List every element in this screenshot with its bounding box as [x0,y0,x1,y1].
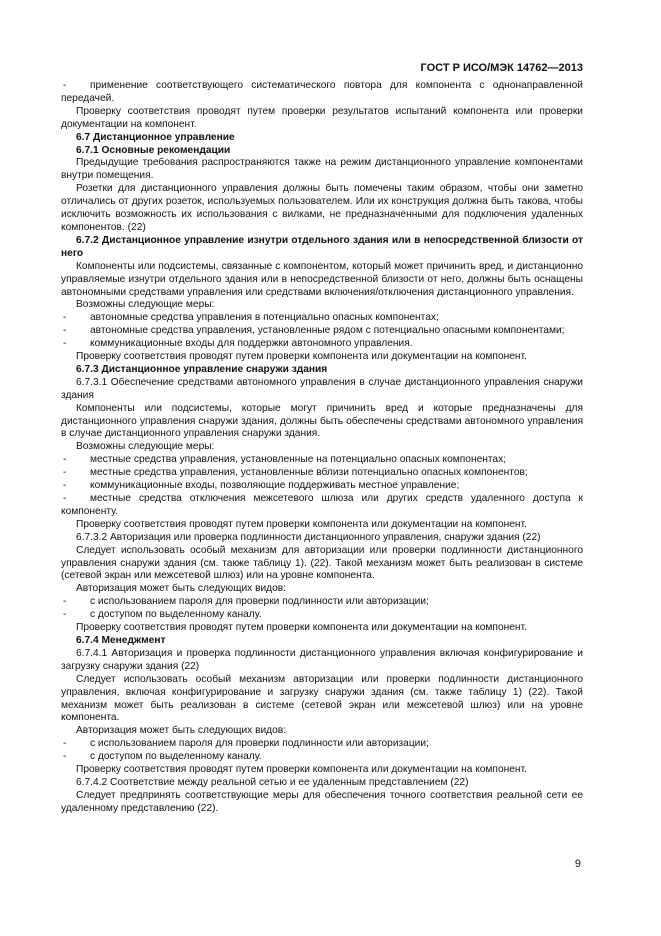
paragraph: Следует использовать особый механизм авторизации или проверки подлинности дистанционного управления, включая конфигурирование и загрузку снаружи здания (см. также таблицу 1) (22). Такой механизм может быть реализован в системе (сетевой экран или межсетевой шлюз) или на уровне компонента. [61,673,583,724]
list-item [61,609,583,622]
list-item [61,493,583,519]
paragraph: Следует использовать особый механизм для авторизации или проверки подлинности дистанционного управления снаружи здания (см. также таблицу 1). (22). Такой механизм может быть реализован в системе (сетевой экран или межсетевой шлюз) или на уровне компонента. [61,544,583,582]
list-dash: - [63,467,67,479]
list-item [61,325,583,338]
subsection-heading: 6.7.3 Дистанционное управление снаружи здания [76,363,328,375]
subsection-heading: 6.7.1 Основные рекомендации [76,144,231,156]
list-item [61,80,583,106]
paragraph: 6.7.3.2 Авторизация или проверка подлинности дистанционного управления, снаружи здания (22) [76,531,541,543]
list-item-text: применение соответствующего систематического повтора для компонента с однонаправленной передачей. [61,80,583,104]
list-item-text: с доступом по выделенному каналу. [90,751,262,763]
paragraph: Проверку соответствия проводят путем проверки компонента или документации на компонент. [76,622,527,634]
list-item-text: местные средства управления, установленные на потенциально опасных компонентах; [90,454,507,466]
list-item-text: автономные средства управления в потенциально опасных компонентах; [90,312,439,324]
paragraph: Предыдущие требования распространяются также на режим дистанционного управление компонентами внутри помещения. [61,157,583,182]
list-dash: - [63,596,67,608]
paragraph: Возможны следующие меры: [76,441,215,453]
list-item-text: автономные средства управления, установленные рядом с потенциально опасными компонентами; [90,325,565,337]
subsection-heading: 6.7.4 Менеджмент [76,634,166,646]
list-item [61,312,583,325]
paragraph: Авторизация может быть следующих видов: [76,725,287,737]
list-item [61,467,583,480]
list-dash: - [63,493,67,504]
paragraph: Розетки для дистанционного управления должны быть помечены таким образом, чтобы они заметно отличались от других розеток, используемых пользователем. Или их конструкция должна быть такова, чтобы исключить возможность их использования с вилками, не предназначенными для подключения удаленных компонентов. (22) [61,183,583,233]
list-dash: - [63,325,67,337]
list-item [61,738,583,751]
subsection-heading: 6.7.2 Дистанционное управление изнутри отдельного здания или в непосредственной близости от него [61,234,583,259]
list-dash: - [63,738,67,750]
list-dash: - [63,480,67,492]
list-item-text: с доступом по выделенному каналу. [90,609,262,621]
document-header: ГОСТ Р ИСО/МЭК 14762—2013 [420,62,583,74]
paragraph: Следует предпринять соответствующие меры для обеспечения точного соответствия реальной сети ее удаленному представлению (22). [61,789,583,814]
paragraph: 6.7.3.1 Обеспечение средствами автономного управления в случае дистанционного управления снаружи здания [61,376,583,401]
paragraph: Проверку соответствия проводят путем проверки компонента или документации на компонент. [76,764,527,776]
list-item-text: коммуникационные входы, позволяющие поддерживать местное управление; [90,480,460,492]
list-dash: - [63,312,67,324]
paragraph: 6.7.4.1 Авторизация и проверка подлинности дистанционного управления включая конфигурирование и загрузку снаружи здания (22) [61,647,583,672]
paragraph: Компоненты или подсистемы, которые могут причинить вред и которые предназначены для дистанционного управления снаружи здания, должны быть обеспечены средствами автономного управления в случае дистанционного управления снаружи здания. [61,402,583,440]
list-item-text: коммуникационные входы для поддержки автономного управления. [90,338,413,350]
list-dash: - [63,454,67,466]
paragraph: 6.7.4.2 Соответствие между реальной сетью и ее удаленным представлением (22) [76,776,469,788]
list-dash: - [63,80,67,91]
paragraph: Проверку соответствия проводят путем проверки компонента или документации на компонент. [76,518,527,530]
list-item-text: местные средства управления, установленные вблизи потенциально опасных компонентов; [90,467,528,479]
list-item-text: с использованием пароля для проверки подлинности или авторизации; [90,596,429,608]
list-dash: - [63,338,67,350]
list-dash: - [63,609,67,621]
paragraph: Проверку соответствия проводят путем проверки результатов испытаний компонента или проверки документации на компонент. [61,105,583,130]
page-number: 9 [574,858,581,870]
paragraph: Компоненты или подсистемы, связанные с компонентом, который может причинить вред, и дистанционно управляемые изнутри отдельного здания или в непосредственной близости от него, должны быть оснащены автономными средствами управления или средствами включения/отключения дистанционного управления. [61,260,583,298]
list-item [61,338,583,351]
list-item-text: с использованием пароля для проверки подлинности или авторизации; [90,738,429,750]
list-item [61,751,583,764]
list-item [61,596,583,609]
document-body [61,80,583,816]
list-item [61,480,583,493]
paragraph: Авторизация может быть следующих видов: [76,583,287,595]
list-item-text: местные средства отключения межсетевого шлюза или других средств удаленного доступа к компоненту. [61,493,583,517]
paragraph: Возможны следующие меры: [76,299,215,311]
list-item [61,454,583,467]
list-dash: - [63,751,67,763]
section-heading: 6.7 Дистанционное управление [76,131,235,143]
paragraph: Проверку соответствия проводят путем проверки компонента или документации на компонент. [76,351,527,363]
